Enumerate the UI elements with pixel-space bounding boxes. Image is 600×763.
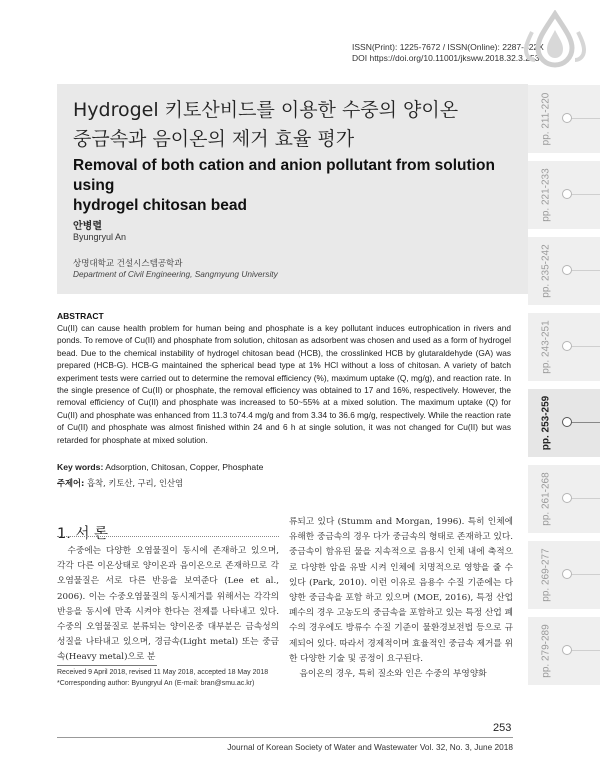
page-tab-label: pp. 279-289 <box>540 624 552 678</box>
body-right-column <box>289 515 513 682</box>
footer-divider <box>57 737 513 738</box>
page-index-tabs <box>528 84 600 699</box>
journal-citation: Journal of Korean Society of Water and Wastewater Vol. 32, No. 3, June 2018 <box>227 742 513 752</box>
page-number: 253 <box>493 722 512 734</box>
author-korean: 안병렬 <box>73 221 102 232</box>
circle-icon <box>562 417 572 427</box>
circle-icon <box>562 493 572 503</box>
body-paragraph: 류되고 있다 (Stumm and Morgan, 1996). 특히 인체에 유해한 중금속의 경우 다가 중금속의 형태로 존재하고 있다. 중금속이 함유된 물을 지속적으로 음용시 인체 내에 축적으로 다양한 암을 유발 시켜 인체에 치명적으로 영향을 줄 수 있다 (Park, 2010). 이런 이유로 음용수 수질 기준에는 다양한 중금속을 포함 하고 있으며 (MOE, 2016), 특정 산업 폐수의 경우 고농도의 중금속을 포함하고 있는 특정 산업 폐수의 경우에도 방류수 수질 기준이 물환경보전법 등으로 규제되어 있다. 따라서 경제적이며 효율적인 중금속 제거를 위한 다양한 기술 및 공정이 요구된다. <box>289 517 513 664</box>
abstract-heading: ABSTRACT <box>57 311 104 321</box>
keywords-values-korean: 흡착, 키토산, 구리, 인산염 <box>87 478 183 488</box>
page-tab-label: pp. 235-242 <box>540 244 552 298</box>
title-korean <box>73 96 513 154</box>
page-tab[interactable] <box>528 84 600 153</box>
circle-icon <box>562 265 572 275</box>
page-tab[interactable] <box>528 616 600 685</box>
page-tab[interactable] <box>528 464 600 533</box>
title-english-line1: Removal of both cation and anion pollutant from solution using <box>73 157 495 194</box>
body-left-column <box>57 544 279 666</box>
body-paragraph: 수중에는 다양한 오염물질이 동시에 존재하고 있으며, 각각 다른 이온상태로 양이온과 음이온으로 존재하므로 각 오염물질은 서로 다른 반응을 보여준다 (Lee et al., 2006). 이는 수중오염물질의 동시제거를 위해서는 각각의 반응을 동시에 만족 시켜야 한다는 전제를 나타내고 있다. 수중의 오염물질로 분류되는 양이온중 대부분은 금속성의 성질을 나타내고 있으며, 경금속(Light metal) 또는 중금속(Heavy metal)으로 분 <box>57 546 279 663</box>
circle-icon <box>562 645 572 655</box>
doi-text: DOI https://doi.org/10.11001/jksww.2018.32.3.253 <box>352 53 540 63</box>
page-tab-active[interactable] <box>528 388 600 457</box>
title-english <box>73 156 513 216</box>
page-tab-label: pp. 261-268 <box>540 472 552 526</box>
keywords-label-korean: 주제어: <box>57 478 85 488</box>
page-tab-label: pp. 269-277 <box>540 548 552 602</box>
page-tab[interactable] <box>528 312 600 381</box>
page-tab[interactable] <box>528 540 600 609</box>
page-tab-label: pp. 211-220 <box>540 92 552 146</box>
keywords-label: Key words: <box>57 462 104 472</box>
section-divider <box>57 536 279 537</box>
affiliation-korean: 상명대학교 건설시스템공학과 <box>73 259 183 269</box>
water-drop-logo-icon <box>522 10 588 70</box>
body-paragraph: 음이온의 경우, 특히 질소와 인은 수중의 부영양화 <box>299 669 487 680</box>
circle-icon <box>562 113 572 123</box>
circle-icon <box>562 569 572 579</box>
footnote-received: Received 9 April 2018, revised 11 May 2018, accepted 18 May 2018 <box>57 669 269 676</box>
title-korean-line1: Hydrogel 키토산비드를 이용한 수중의 양이온 <box>73 99 459 121</box>
page-tab[interactable] <box>528 236 600 305</box>
circle-icon <box>562 341 572 351</box>
page-tab-label: pp. 253-259 <box>540 395 552 451</box>
page-tab-label: pp. 221-233 <box>540 168 552 222</box>
title-english-line2: hydrogel chitosan bead <box>73 197 247 214</box>
keywords-values: Adsorption, Chitosan, Copper, Phosphate <box>105 462 264 472</box>
footnote-corresponding: *Corresponding author: Byungryul An (E-mail: bran@smu.ac.kr) <box>57 680 255 687</box>
author-english: Byungryul An <box>73 232 127 242</box>
circle-icon <box>562 189 572 199</box>
issn-text: ISSN(Print): 1225-7672 / ISSN(Online): 2287-822X <box>352 42 544 52</box>
title-korean-line2: 중금속과 음이온의 제거 효율 평가 <box>73 128 355 150</box>
issn-doi-block <box>352 42 544 64</box>
footnote-divider <box>57 665 157 666</box>
keywords-korean <box>57 477 183 489</box>
keywords-english <box>57 462 263 472</box>
abstract-body: Cu(II) can cause health problem for human being and phosphate is a key pollutant induces eutrophication in rivers and ponds. To remove of Cu(II) and phosphate from solution, chitosan as adsorbent was chosen and used as a form of hydrogel bead. Due to the chemical instability of hydrogel chitosan bead (HCB), the crosslinked HCB by glutaraldehyde (GA) was prepared (HCB-G). HCB-G maintained the spherical bead type at 1% HCl without a loss of chitosan. A variety of batch experiment tests were carried out to determine the removal efficiency (%), maximum uptake (Q, mg/g), and reaction rate. In the single presence of Cu(II) or phosphate, the removal efficiency was obtained to 17 and 16%, respectively. However, the removal efficiency of Cu(II) and phosphate was increased to 50~55% at a mixed solution. The maximum uptake (Q) for Cu(II) and phosphate was enhanced from 11.3 to74.4 mg/g and from 3.34 to 36.6 mg/g, respectively. While the reaction rate of Cu(II) and phosphate was almost finished within 24 and 6 h at single solution, it was not changed for Cu(II) but was retarded for phosphate at mixed solution. <box>57 323 511 445</box>
section-title: 1. 서 론 <box>57 526 109 542</box>
page-tab-label: pp. 243-251 <box>540 320 552 374</box>
affiliation-english: Department of Civil Engineering, Sangmyung University <box>73 269 278 279</box>
page-tab[interactable] <box>528 160 600 229</box>
